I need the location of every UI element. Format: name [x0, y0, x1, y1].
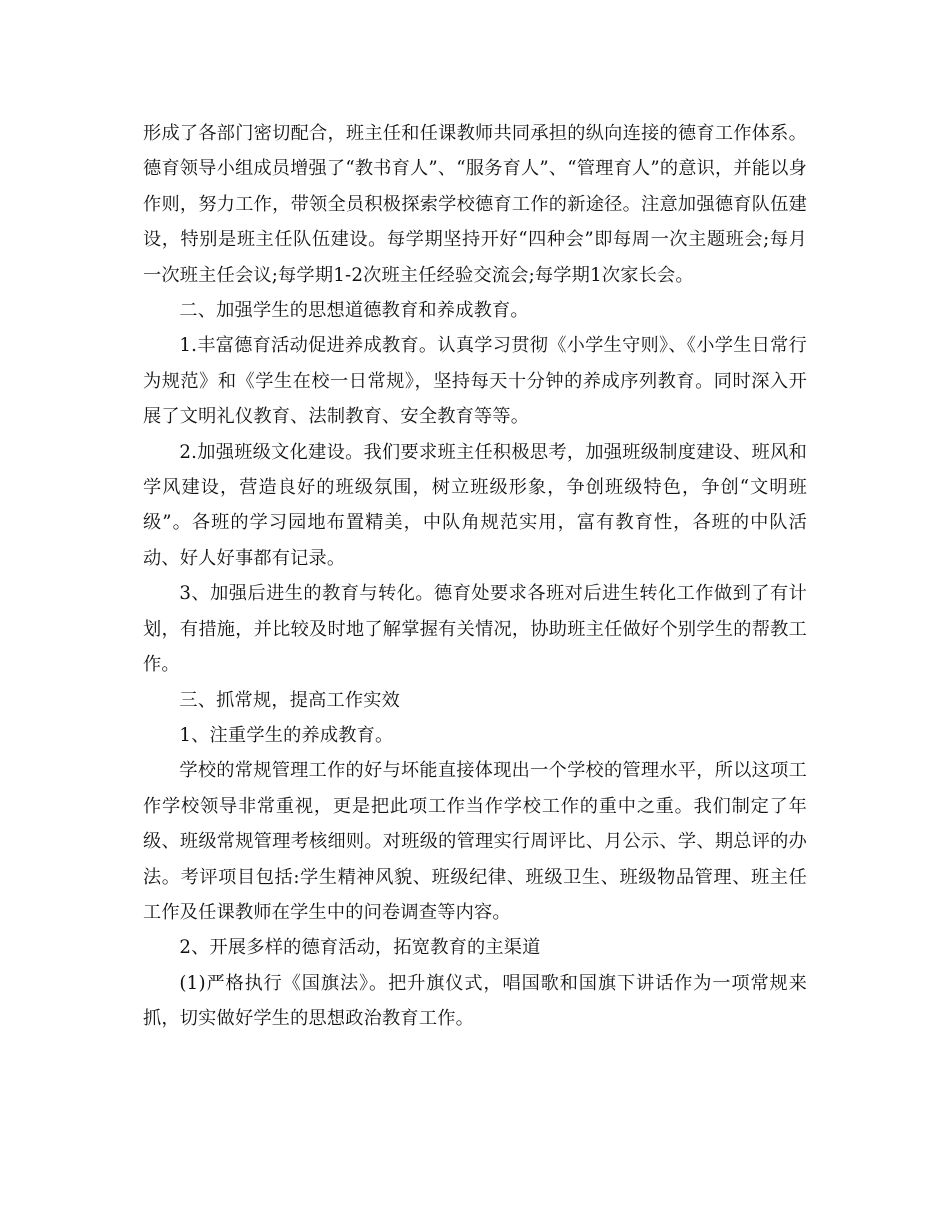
paragraph-1: 形成了各部门密切配合，班主任和任课教师共同承担的纵向连接的德育工作体系。德育领导小组成员增强了“教书育人”、“服务育人”、“管理育人”的意识，并能以身作则，努力工作，带领全员积极探索学校德育工作的新途径。注意加强德育队伍建设，特别是班主任队伍建设。每学期坚持开好“四种会”即每周一次主题班会;每月一次班主任会议;每学期1-2次班主任经验交流会;每学期1次家长会。 [143, 123, 807, 286]
paragraph-9: 2、开展多样的德育活动，拓宽教育的主渠道 [179, 937, 541, 959]
document-page [143, 116, 807, 1037]
paragraph-6: 三、抓常规，提高工作实效 [179, 689, 401, 711]
paragraph-5: 3、加强后进生的教育与转化。德育处要求各班对后进生转化工作做到了有计划，有措施，并比较及时地了解掌握有关情况，协助班主任做好个别学生的帮教工作。 [143, 583, 807, 676]
paragraph-10: (1)严格执行《国旗法》。把升旗仪式，唱国歌和国旗下讲话作为一项常规来抓，切实做好学生的思想政治教育工作。 [143, 972, 807, 1030]
paragraph-2: 二、加强学生的思想道德教育和养成教育。 [179, 300, 529, 322]
paragraph-8: 学校的常规管理工作的好与坏能直接体现出一个学校的管理水平，所以这项工作学校领导非常重视，更是把此项工作当作学校工作的重中之重。我们制定了年级、班级常规管理考核细则。对班级的管理实行周评比、月公示、学、期总评的办法。考评项目包括:学生精神风貌、班级纪律、班级卫生、班级物品管理、班主任工作及任课教师在学生中的问卷调查等内容。 [143, 760, 807, 923]
paragraph-7: 1、注重学生的养成教育。 [179, 724, 394, 746]
paragraph-3: 1.丰富德育活动促进养成教育。认真学习贯彻《小学生守则》、《小学生日常行为规范》和《学生在校一日常规》，坚持每天十分钟的养成序列教育。同时深入开展了文明礼仪教育、法制教育、安全教育等等。 [143, 335, 807, 428]
paragraph-4: 2.加强班级文化建设。我们要求班主任积极思考，加强班级制度建设、班风和学风建设，营造良好的班级氛围，树立班级形象，争创班级特色，争创“文明班级”。各班的学习园地布置精美，中队角规范实用，富有教育性，各班的中队活动、好人好事都有记录。 [143, 441, 807, 569]
